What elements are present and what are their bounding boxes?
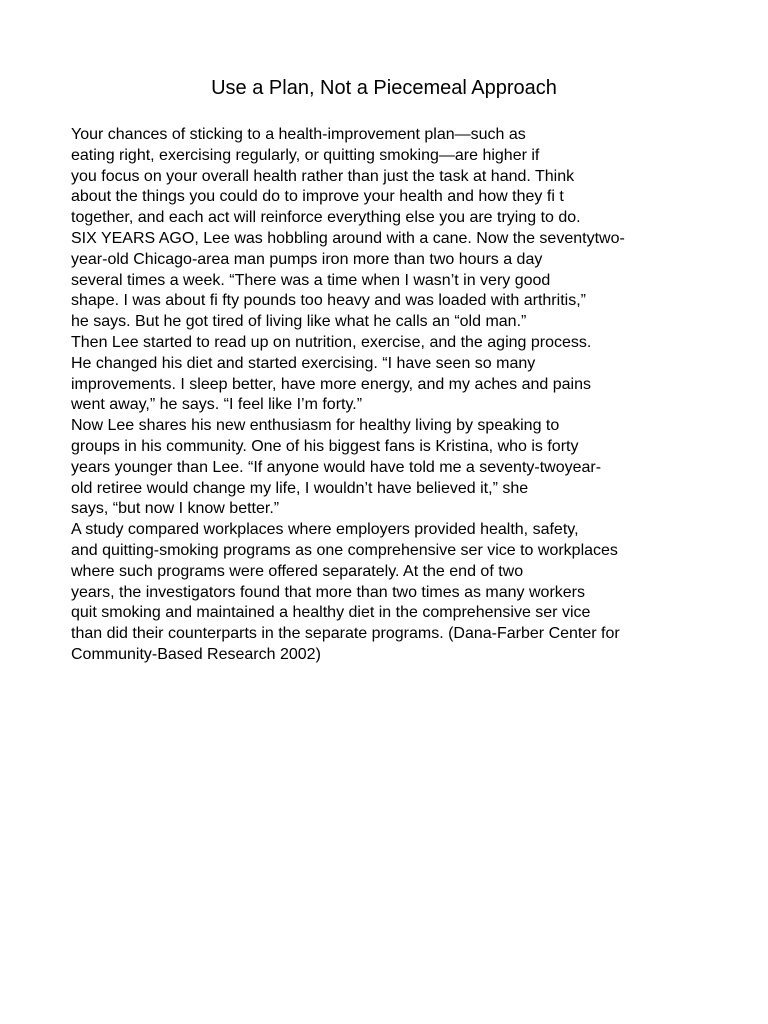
text-line: years, the investigators found that more than two times as many workers (71, 583, 586, 601)
text-line: improvements. I sleep better, have more energy, and my aches and pains (71, 375, 591, 393)
page-title: Use a Plan, Not a Piecemeal Approach (211, 77, 557, 99)
text-line: years younger than Lee. “If anyone would have told me a seventy-twoyear- (71, 458, 602, 476)
text-line: eating right, exercising regularly, or quitting smoking—are higher if (71, 146, 540, 164)
text-line: several times a week. “There was a time when I wasn’t in very good (71, 271, 551, 289)
text-line: went away,” he says. “I feel like I’m forty.” (71, 396, 363, 414)
text-line: Your chances of sticking to a health-improvement plan—such as (71, 126, 526, 143)
text-line: groups in his community. One of his biggest fans is Kristina, who is forty (71, 437, 579, 455)
text-line: where such programs were offered separately. At the end of two (71, 562, 524, 580)
text-line: about the things you could do to improve your health and how they fi t (71, 188, 564, 206)
text-line: together, and each act will reinforce everything else you are trying to do. (71, 209, 581, 227)
text-line: and quitting-smoking programs as one comprehensive ser vice to workplaces (71, 541, 618, 559)
text-line: he says. But he got tired of living like what he calls an “old man.” (71, 313, 527, 331)
text-line: shape. I was about fi fty pounds too heavy and was loaded with arthritis,” (71, 292, 586, 310)
text-line: He changed his diet and started exercising. “I have seen so many (71, 354, 536, 372)
text-line: year-old Chicago-area man pumps iron more than two hours a day (71, 250, 543, 268)
text-line: than did their counterparts in the separate programs. (Dana-Farber Center for (71, 625, 620, 643)
text-line: quit smoking and maintained a healthy diet in the comprehensive ser vice (71, 604, 591, 622)
text-line: A study compared workplaces where employers provided health, safety, (71, 521, 579, 539)
text-line: Community-Based Research 2002) (71, 645, 321, 663)
text-line: old retiree would change my life, I wouldn’t have believed it,” she (71, 479, 529, 497)
body-text (71, 125, 761, 666)
text-line: SIX YEARS AGO, Lee was hobbling around with a cane. Now the seventytwo- (71, 229, 625, 247)
text-line: Now Lee shares his new enthusiasm for healthy living by speaking to (71, 417, 560, 435)
text-line: you focus on your overall health rather than just the task at hand. Think (71, 167, 575, 185)
text-line: says, “but now I know better.” (71, 500, 280, 518)
text-line: Then Lee started to read up on nutrition, exercise, and the aging process. (71, 333, 592, 351)
